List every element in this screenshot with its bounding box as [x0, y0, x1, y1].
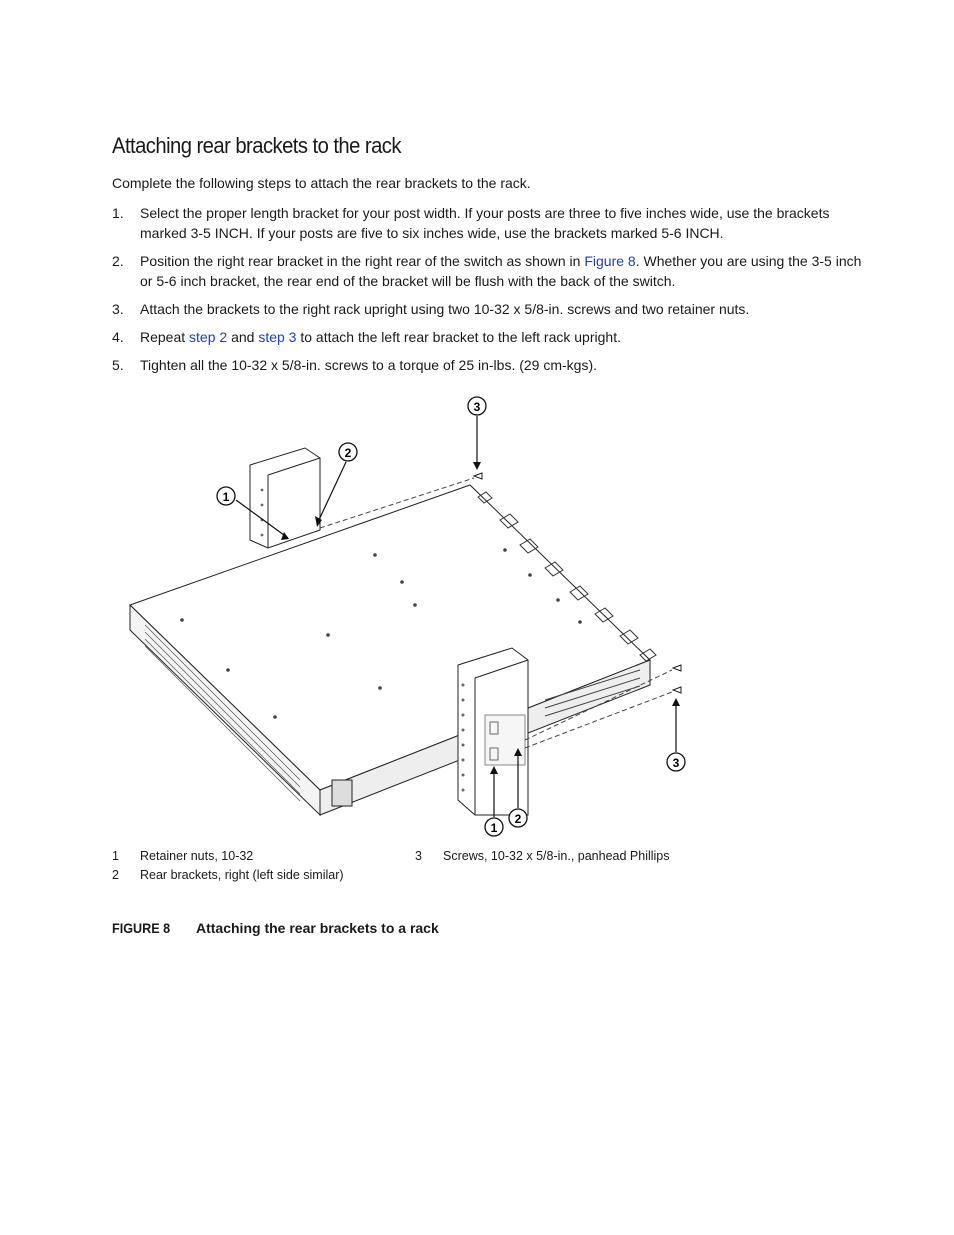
- figure-8-link[interactable]: Figure 8: [584, 253, 636, 269]
- step-text: . Whether you are using the 3-5 inch or 5-6 inch bracket, the rear end of the bracket will be flush with the back of the switch.: [140, 253, 862, 289]
- legend-text: Retainer nuts, 10-32: [140, 849, 254, 863]
- step-list: [112, 203, 872, 383]
- step-text: and: [227, 329, 259, 345]
- callout-label: 2: [514, 812, 522, 826]
- callout-3-right: [667, 753, 685, 771]
- legend-text: Rear brackets, right (left side similar): [140, 868, 344, 882]
- step-text: Tighten all the 10-32 x 5/8-in. screws to a torque of 25 in-lbs. (29 cm-kgs).: [140, 357, 598, 373]
- step-3-link[interactable]: step 3: [258, 329, 297, 345]
- legend-number: 2: [112, 868, 119, 882]
- legend-text: Screws, 10-32 x 5/8-in., panhead Phillips: [443, 849, 670, 863]
- step-text: Attach the brackets to the right rack upright using two 10-32 x 5/8-in. screws and two retainer nuts.: [140, 301, 750, 317]
- legend-number: 1: [112, 849, 119, 863]
- legend-number: 3: [415, 849, 422, 863]
- step-text: to attach the left rear bracket to the left rack upright.: [296, 329, 621, 345]
- step-text: Repeat: [140, 329, 190, 345]
- step-number: 4.: [112, 329, 124, 345]
- step-item: [112, 299, 872, 319]
- callout-2-bottom: [509, 809, 527, 827]
- switch-top: [130, 485, 650, 790]
- step-item: [112, 203, 872, 243]
- legend-item: [415, 849, 715, 867]
- figure-title: Attaching the rear brackets to a rack: [196, 920, 439, 936]
- step-number: 2.: [112, 253, 124, 269]
- section-title: Attaching rear brackets to the rack: [112, 133, 401, 158]
- callout-label: 1: [490, 821, 498, 835]
- step-number: 3.: [112, 301, 124, 317]
- step-number: 1.: [112, 205, 124, 221]
- callout-2-top: [339, 443, 357, 461]
- figure-label: FIGURE 8: [112, 920, 171, 936]
- step-text: Select the proper length bracket for your post width. If your posts are three to five inches wide, use the brackets marked 3-5 INCH. If your posts are five to six inches wide, use the brackets marked 5-6 INCH.: [140, 205, 830, 241]
- rack-upright-back: [250, 448, 320, 548]
- legend-item: [112, 868, 412, 886]
- legend-item: [112, 849, 412, 867]
- step-item: [112, 355, 872, 375]
- callout-3-top: [468, 397, 486, 415]
- callout-label: 2: [344, 446, 352, 460]
- figure-caption: [112, 920, 439, 936]
- callout-label: 3: [473, 400, 481, 414]
- callout-label: 1: [222, 490, 230, 504]
- step-item: [112, 251, 872, 291]
- step-2-link[interactable]: step 2: [189, 329, 228, 345]
- callout-1-top: [217, 487, 235, 505]
- intro-paragraph: Complete the following steps to attach the rear brackets to the rack.: [112, 175, 531, 191]
- step-text: Position the right rear bracket in the right rear of the switch as shown in: [140, 253, 585, 269]
- step-item: [112, 327, 872, 347]
- step-number: 5.: [112, 357, 124, 373]
- callout-1-bottom: [485, 818, 503, 836]
- callout-label: 3: [672, 756, 680, 770]
- bracket-illustration: [120, 390, 700, 840]
